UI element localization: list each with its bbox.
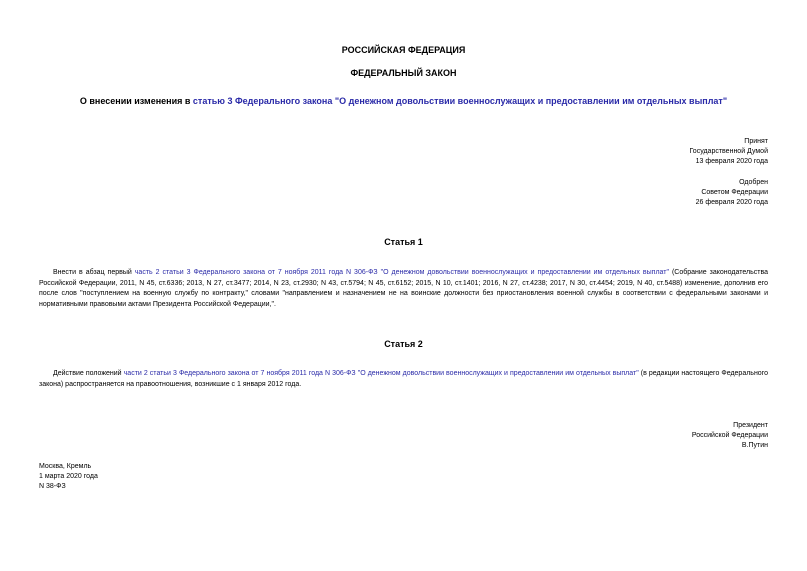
law-title [0, 96, 807, 106]
footer-date: 1 марта 2020 года [39, 473, 98, 480]
article-1-text-before: Внести в абзац первый [53, 269, 135, 276]
footer-place: Москва, Кремль [39, 463, 92, 470]
article-1-text [39, 268, 768, 310]
article-2-text [39, 369, 768, 390]
article-2-link[interactable]: части 2 статьи 3 Федерального закона от 7 ноября 2011 года N 306-ФЗ "О денежном довольствии военнослужащих и предоставлении им отдельных выплат" [123, 370, 639, 377]
article-2-text-before: Действие положений [53, 370, 124, 377]
law-title-prefix: О внесении изменения в [79, 96, 193, 106]
article-2-heading: Статья 2 [384, 339, 423, 349]
signature-title: Президент [733, 422, 768, 429]
signature-block [692, 421, 768, 451]
article-2-text-after: (в редакции настоящего Федерального закона) распространяется на правоотношения, возникшие с 1 января 2012 года. [39, 370, 768, 388]
law-type-heading: ФЕДЕРАЛЬНЫЙ ЗАКОН [350, 68, 457, 78]
approved-block [696, 178, 768, 208]
article-1-text-after: (Собрание законодательства Российской Федерации, 2011, N 45, ст.6336; 2013, N 27, ст.3477; 2014, N 23, ст.2930; N 43, ст.5794; N 45, ст.6152; 2015, N 10, ст.1401; 2016, N 27, ст.4238; 2017, N 30, ст.4454; 2019, N 40, ст.5488) изменение, дополнив его после слов "поступлением на военную службу по контракту," словами "направлением и назначением не на воинские должности без приостановления военной службы в соответствии с федеральными законами и нормативными правовыми актами Президента Российской Федерации,". [39, 269, 768, 308]
approved-line: Одобрен [739, 179, 768, 186]
article-1-heading: Статья 1 [384, 237, 423, 247]
adopted-block [689, 137, 768, 167]
approved-by: Советом Федерации [701, 189, 768, 196]
adopted-by: Государственной Думой [689, 148, 768, 155]
signature-name: В.Путин [741, 442, 768, 449]
footer-block [39, 462, 98, 492]
article-1-link[interactable]: часть 2 статьи 3 Федерального закона от 7 ноября 2011 года N 306-ФЗ "О денежном довольствии военнослужащих и предоставлении им отдельных выплат" [134, 269, 669, 276]
adopted-date: 13 февраля 2020 года [695, 158, 768, 165]
footer-number: N 38-ФЗ [39, 483, 66, 490]
approved-date: 26 февраля 2020 года [695, 199, 768, 206]
adopted-line: Принят [744, 138, 768, 145]
signature-country: Российской Федерации [691, 432, 768, 439]
country-heading: РОССИЙСКАЯ ФЕДЕРАЦИЯ [341, 45, 466, 55]
law-title-link[interactable]: статью 3 Федерального закона "О денежном довольствии военнослужащих и предоставлении им отдельных выплат" [192, 96, 728, 106]
